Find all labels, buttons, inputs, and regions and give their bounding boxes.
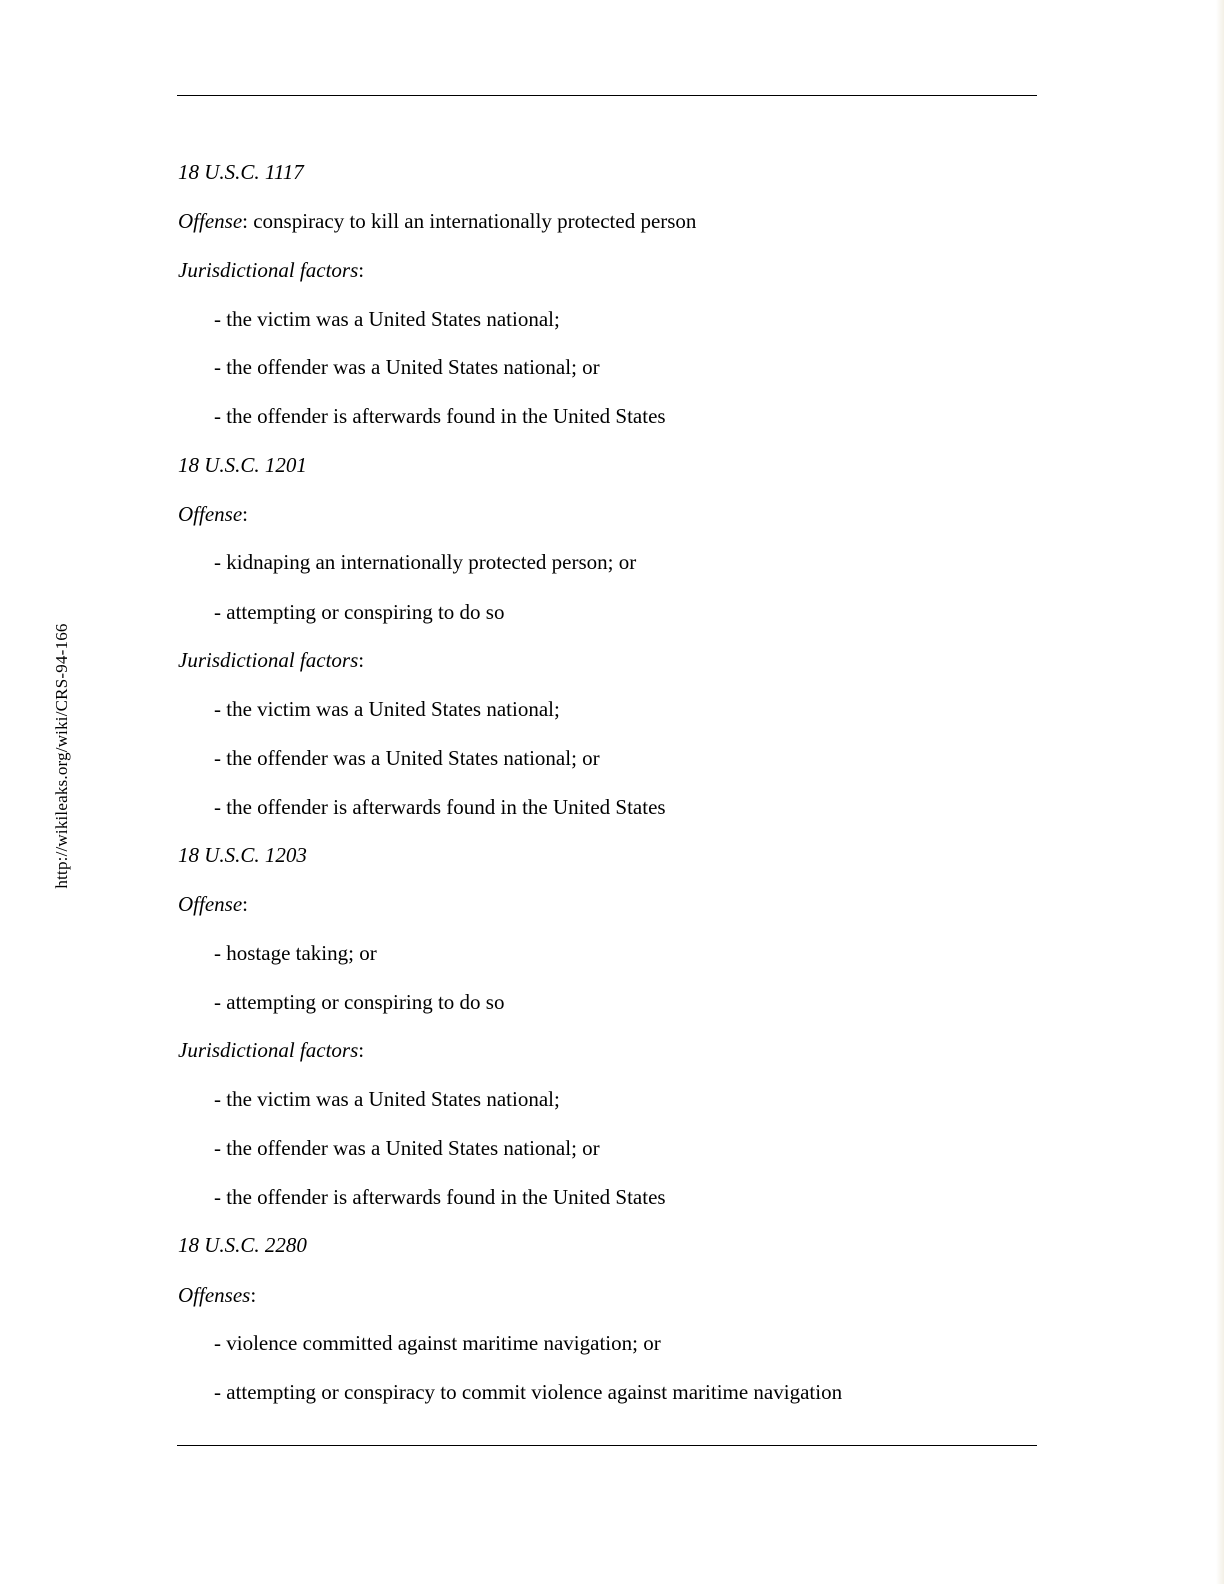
jurisdiction-item: - the victim was a United States national; (214, 1087, 560, 1111)
jurisdiction-item: - the offender was a United States national; or (214, 1136, 600, 1160)
colon: : (358, 258, 365, 282)
offense-item: - attempting or conspiring to do so (214, 600, 505, 624)
jurisdiction-line (178, 647, 364, 673)
offense-line (178, 1282, 256, 1308)
offense-text: : (242, 892, 248, 916)
offense-label: Offense (178, 892, 243, 916)
offense-item: - kidnaping an internationally protected person; or (214, 550, 637, 574)
colon: : (358, 648, 365, 672)
jurisdiction-label: Jurisdictional factors (178, 1038, 359, 1062)
offense-item: - hostage taking; or (214, 941, 377, 965)
offense-text: : conspiracy to kill an internationally protected person (242, 209, 697, 233)
citation-heading: 18 U.S.C. 1117 (178, 160, 304, 184)
offense-line (178, 501, 248, 527)
top-rule (177, 95, 1037, 96)
offense-text: : (250, 1283, 257, 1307)
jurisdiction-label: Jurisdictional factors (178, 648, 359, 672)
jurisdiction-item: - the offender was a United States national; or (214, 355, 600, 379)
offense-label: Offenses (178, 1283, 251, 1307)
offense-line (178, 891, 248, 917)
jurisdiction-item: - the offender is afterwards found in the United States (214, 404, 666, 428)
jurisdiction-item: - the victim was a United States national; (214, 307, 560, 331)
offense-label: Offense (178, 502, 243, 526)
jurisdiction-line (178, 257, 364, 283)
citation-heading: 18 U.S.C. 1203 (178, 843, 307, 867)
offense-item: - attempting or conspiring to do so (214, 990, 505, 1014)
bottom-rule (177, 1445, 1037, 1446)
side-source-url: http://wikileaks.org/wiki/CRS-94-166 (52, 623, 71, 889)
jurisdiction-line (178, 1037, 364, 1063)
offense-line (178, 208, 696, 234)
page-edge-shadow (1216, 0, 1224, 1584)
offense-label: Offense (178, 209, 243, 233)
citation-heading: 18 U.S.C. 1201 (178, 453, 307, 477)
jurisdiction-label: Jurisdictional factors (178, 258, 359, 282)
citation-heading: 18 U.S.C. 2280 (178, 1233, 307, 1257)
offense-text: : (242, 502, 248, 526)
jurisdiction-item: - the victim was a United States national; (214, 697, 560, 721)
jurisdiction-item: - the offender is afterwards found in the United States (214, 795, 666, 819)
colon: : (358, 1038, 365, 1062)
offense-item: - violence committed against maritime navigation; or (214, 1331, 661, 1355)
offense-item: - attempting or conspiracy to commit violence against maritime navigation (214, 1380, 843, 1404)
jurisdiction-item: - the offender is afterwards found in the United States (214, 1185, 666, 1209)
jurisdiction-item: - the offender was a United States national; or (214, 746, 600, 770)
